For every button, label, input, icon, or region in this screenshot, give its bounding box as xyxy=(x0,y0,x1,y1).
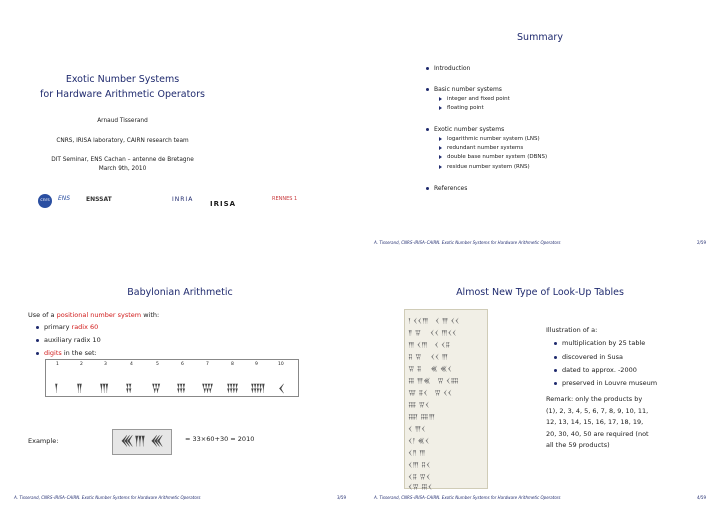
illustration-label: Illustration of a: xyxy=(546,326,598,334)
intro-text: Use of a positional number system with: xyxy=(28,311,160,319)
bullet: discovered in Susa xyxy=(554,353,623,361)
bullet: digits in the set: xyxy=(36,349,97,357)
rennes1-logo: RENNES 1 xyxy=(272,196,298,202)
summary-subitem: double base number system (DBNS) xyxy=(439,154,547,160)
example-label: Example: xyxy=(28,437,59,445)
date: March 9th, 2010 xyxy=(98,166,147,172)
presentation-title-line2: for Hardware Arithmetic Operators xyxy=(40,89,205,100)
summary-subitem: floating point xyxy=(439,105,484,111)
footer: A. Tisserand, CNRS–IRISA–CAIRN. Exotic Number Systems for Hardware Arithmetic Operators 3/59 xyxy=(14,495,346,500)
slide-babylonian xyxy=(0,255,360,510)
irisa-logo: IRISA xyxy=(210,200,237,208)
summary-subitem: integer and fixed point xyxy=(439,96,510,102)
summary-subitem: redundant number systems xyxy=(439,145,523,151)
cnrs-logo: cnrs xyxy=(38,194,52,208)
summary-item: Basic number systems xyxy=(426,86,502,93)
slide-title xyxy=(0,0,360,255)
presentation-title-line1: Exotic Number Systems xyxy=(65,74,180,85)
author: Arnaud Tisserand xyxy=(97,118,148,124)
summary-item: References xyxy=(426,185,467,192)
example-equation: = 33×60+30 = 2010 xyxy=(185,435,255,443)
footer: A. Tisserand, CNRS–IRISA–CAIRN. Exotic Number Systems for Hardware Arithmetic Operators 2/59 xyxy=(374,240,706,245)
bullet: dated to approx. -2000 xyxy=(554,366,637,374)
slide-heading: Summary xyxy=(517,32,563,43)
bullet: primary radix 60 xyxy=(36,323,98,331)
affiliation: CNRS, IRISA laboratory, CAIRN research team xyxy=(56,138,189,144)
summary-item: Introduction xyxy=(426,65,470,72)
cuneiform-tablet-image: 𒁹 𒌋𒌋𒐈 𒌋 𒐈 𒌋𒌋 𒈫 𒐊 𒌋𒌋 𒐈𒌋𒌋 𒐈 𒌋𒐈 𒌋 𒌋𒐉 𒐉 𒐊 𒌋𒌋 𒐈 𒐊 𒐉 𒌍 𒌍𒌋 𒐋 𒐈𒌍 𒐊 𒌋𒐍 𒐌 𒐉𒌋 𒐊 𒌋𒌋 𒐍 𒐊𒌋 𒐎 𒐍𒐈 𒌋 𒐈𒌋 𒌋𒁹 𒌍𒌋 𒌋𒈫 𒐈 𒌋𒐈 𒐉𒌋 𒌋𒐉 𒐊𒌋 𒌋𒐊 𒐋𒌋 xyxy=(404,309,488,489)
summary-subitem: logarithmic number system (LNS) xyxy=(439,136,540,142)
inria-logo: INRIA xyxy=(172,196,194,203)
ens-logo: ENS xyxy=(58,195,71,202)
cuneiform-digit-table: 1 2 3 4 5 6 7 8 9 10 𒁹 𒈫 𒐈 𒐉 𒐊 𒐋 𒐌 𒐍 𒐎 𒌋 xyxy=(45,359,299,397)
enssat-logo: ENSSAT xyxy=(86,196,112,203)
bullet: preserved in Louvre museum xyxy=(554,379,657,387)
event: DIT Seminar, ENS Cachan – antenne de Bretagne xyxy=(51,157,194,163)
bullet: auxiliary radix 10 xyxy=(36,336,101,344)
summary-subitem: residue number system (RNS) xyxy=(439,164,530,170)
cuneiform-example: 𒌍𒐈 𒌍 xyxy=(112,429,172,455)
slide-summary xyxy=(360,0,720,255)
slide-heading: Almost New Type of Look-Up Tables xyxy=(456,287,624,298)
summary-item: Exotic number systems xyxy=(426,126,504,133)
slide-lookup-tables xyxy=(360,255,720,510)
bullet: multiplication by 25 table xyxy=(554,339,645,347)
slide-heading: Babylonian Arithmetic xyxy=(127,287,233,298)
footer: A. Tisserand, CNRS–IRISA–CAIRN. Exotic Number Systems for Hardware Arithmetic Operators 4/59 xyxy=(374,495,706,500)
remark-text: Remark: only the products by (1), 2, 3, 4, 5, 6, 7, 8, 9, 10, 11, 12, 13, 14, 15, 16, 17, 18, 19, 20, 30, 40, 50 are required (not all the 59 products) xyxy=(546,395,649,449)
